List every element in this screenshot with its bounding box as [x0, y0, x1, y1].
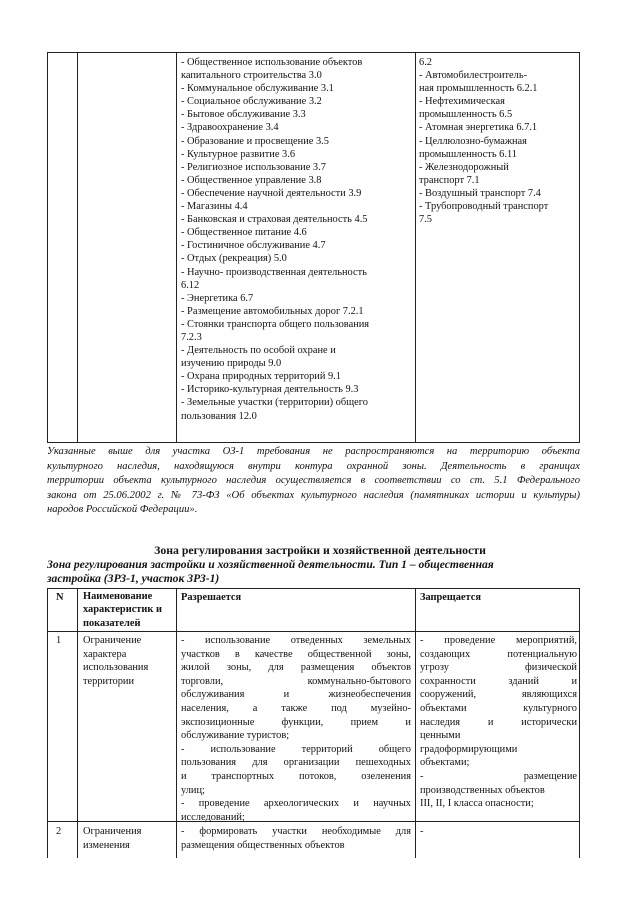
text-line: угрозу физической — [420, 662, 577, 674]
text-line: - Образование и просвещение 3.5 — [181, 135, 329, 147]
text-line: экспозиционные функции, прием и — [181, 716, 411, 728]
text-line: ценными — [420, 730, 461, 742]
text-line: 7.2.3 — [181, 331, 202, 343]
column-divider — [415, 53, 416, 442]
text-line: - Стоянки транспорта общего пользования — [181, 318, 370, 330]
prohibited-uses-cell — [419, 56, 579, 226]
text-line: - Гостиничное обслуживание 4.7 — [181, 240, 326, 252]
text-line: торговли, коммунально-бытового — [181, 675, 411, 687]
row-2-name — [83, 825, 141, 852]
column-divider — [77, 589, 78, 858]
row-1-number: 1 — [56, 635, 62, 646]
header-name — [83, 590, 162, 630]
text-line: - Нефтехимическая — [419, 96, 505, 108]
text-line: III, II, I класса опасности; — [420, 798, 534, 810]
text-line: - формировать участки необходимые для — [181, 826, 411, 837]
text-line: Ограничение — [83, 635, 142, 646]
row-2-number: 2 — [56, 826, 62, 837]
text-line: и транспортных потоков, озеленения — [181, 770, 411, 782]
text-line: жилой зоны, для размещения объектов — [181, 662, 411, 674]
text-line: - использование отведенных земельных — [181, 635, 411, 646]
text-line: 6.12 — [181, 279, 200, 291]
header-name-line: характеристик и — [83, 604, 162, 616]
text-line: создающих потенциальную — [420, 648, 577, 660]
text-line: - Деятельность по особой охране и — [181, 345, 336, 357]
header-forbidden: Запрещается — [420, 592, 481, 603]
text-line: транспорт 7.1 — [419, 174, 480, 186]
text-line: сохранности зданий и — [420, 675, 577, 687]
text-line: - Автомобилестроитель- — [419, 70, 528, 82]
text-line: Ограничения — [83, 826, 142, 837]
text-line: населения, а также под музейно- — [181, 702, 411, 714]
text-line: обслуживание туристов; — [181, 730, 290, 742]
text-line: - — [420, 826, 424, 837]
land-use-table-continuation — [47, 52, 580, 443]
column-divider — [176, 589, 177, 858]
section-title: Зона регулирования застройки и хозяйственной деятельности — [154, 543, 486, 557]
row-2-allowed — [181, 825, 411, 852]
text-line: - использование территорий общего — [181, 743, 411, 755]
note-line: закона от 25.06.2002 г. № 73-ФЗ «Об объектах культурного наследия (памятниках истории и культуры) — [47, 489, 580, 501]
row-1-allowed — [181, 634, 411, 824]
column-divider — [77, 53, 78, 442]
text-line: - Общественное питание 4.6 — [181, 227, 307, 239]
text-line: - Обеспечение научной деятельности 3.9 — [181, 187, 362, 199]
text-line: - Научно- производственная деятельность — [181, 266, 367, 278]
text-line: - Размещение автомобильных дорог 7.2.1 — [181, 305, 364, 317]
text-line: - Бытовое обслуживание 3.3 — [181, 109, 306, 121]
text-line: - Атомная энергетика 6.7.1 — [419, 122, 538, 134]
note-line: территории объекта культурного наследия осуществляется в соответствии со ст. 5.1 Федерального — [47, 475, 580, 487]
text-line: - Магазины 4.4 — [181, 201, 248, 213]
text-line: - проведение археологических и научных — [181, 798, 411, 810]
text-line: исследований; — [181, 811, 245, 823]
text-line: - Энергетика 6.7 — [181, 292, 254, 304]
text-line: улиц; — [181, 784, 205, 796]
text-line: производственных объектов — [420, 784, 545, 796]
text-line: - Банковская и страховая деятельность 4.5 — [181, 214, 368, 226]
text-line: - Воздушный транспорт 7.4 — [419, 187, 541, 199]
text-line: промышленность 6.5 — [419, 109, 513, 121]
text-line: - Культурное развитие 3.6 — [181, 148, 296, 160]
text-line: - Охрана природных территорий 9.1 — [181, 371, 341, 383]
header-n: N — [56, 592, 64, 603]
text-line: градоформирующими — [420, 743, 518, 755]
row-2-forbidden — [420, 825, 577, 839]
text-line: 7.5 — [419, 214, 432, 226]
text-line: изменения — [83, 839, 130, 851]
text-line: размещения общественных объектов — [181, 839, 345, 851]
text-line: - Отдых (рекреация) 5.0 — [181, 253, 287, 265]
header-allowed: Разрешается — [181, 592, 242, 603]
text-line: - Религиозное использование 3.7 — [181, 161, 326, 173]
text-line: участков в качестве общественной зоны, — [181, 648, 411, 660]
text-line: объектами культурного — [420, 702, 577, 714]
italic-note — [47, 445, 580, 518]
text-line: объектами; — [420, 757, 470, 769]
text-line: изучению природы 9.0 — [181, 358, 282, 370]
text-line: - Общественное управление 3.8 — [181, 174, 322, 186]
text-line: - Трубопроводный транспорт — [419, 201, 549, 213]
note-line: Указанные выше для участка ОЗ-1 требования не распространяются на территорию объекта — [47, 446, 580, 457]
row-divider — [48, 631, 579, 632]
text-line: наследия и исторически — [420, 716, 577, 728]
text-line: - размещение — [420, 770, 577, 782]
text-line: территории — [83, 675, 135, 687]
subtitle-line: застройка (ЗРЗ-1, участок ЗРЗ-1) — [47, 572, 220, 585]
text-line: промышленность 6.11 — [419, 148, 517, 160]
text-line: характера — [83, 648, 127, 660]
text-line: - Земельные участки (территории) общего — [181, 397, 368, 409]
text-line: использования — [83, 662, 149, 674]
text-line: - Здравоохранение 3.4 — [181, 122, 279, 134]
text-line: - Железнодорожный — [419, 161, 509, 173]
header-name-line: Наименование — [83, 591, 153, 602]
row-1-forbidden — [420, 634, 577, 811]
note-line: культурного наследия, находящуюся внутри контура охранной зоны. Деятельность в границах — [47, 460, 580, 472]
text-line: обслуживания и жизнеобеспечения — [181, 689, 411, 701]
header-name-line: показателей — [83, 617, 141, 629]
text-line: сооружений, являющихся — [420, 689, 577, 701]
zrz-1-regulations-table — [47, 588, 580, 858]
text-line: капитального строительства 3.0 — [181, 70, 322, 82]
text-line: пользования 12.0 — [181, 410, 257, 422]
text-line: - Коммунальное обслуживание 3.1 — [181, 83, 334, 95]
subtitle-line: Зона регулирования застройки и хозяйственной деятельности. Тип 1 – общественная — [47, 558, 494, 571]
text-line: - проведение мероприятий, — [420, 635, 577, 646]
text-line: - Целлюлозно-бумажная — [419, 135, 527, 147]
note-line: народов Российской Федерации». — [47, 504, 198, 516]
text-line: ная промышленность 6.2.1 — [419, 83, 538, 95]
row-1-name — [83, 634, 148, 688]
text-line: - Общественное использование объектов — [181, 57, 363, 68]
column-divider — [415, 589, 416, 858]
zone-subtitle — [47, 558, 580, 586]
text-line: - Социальное обслуживание 3.2 — [181, 96, 322, 108]
text-line: - Историко-культурная деятельность 9.3 — [181, 384, 359, 396]
conditional-uses-cell — [181, 56, 415, 423]
column-divider — [176, 53, 177, 442]
text-line: пользования для организации пешеходных — [181, 757, 411, 769]
text-line: 6.2 — [419, 57, 432, 68]
